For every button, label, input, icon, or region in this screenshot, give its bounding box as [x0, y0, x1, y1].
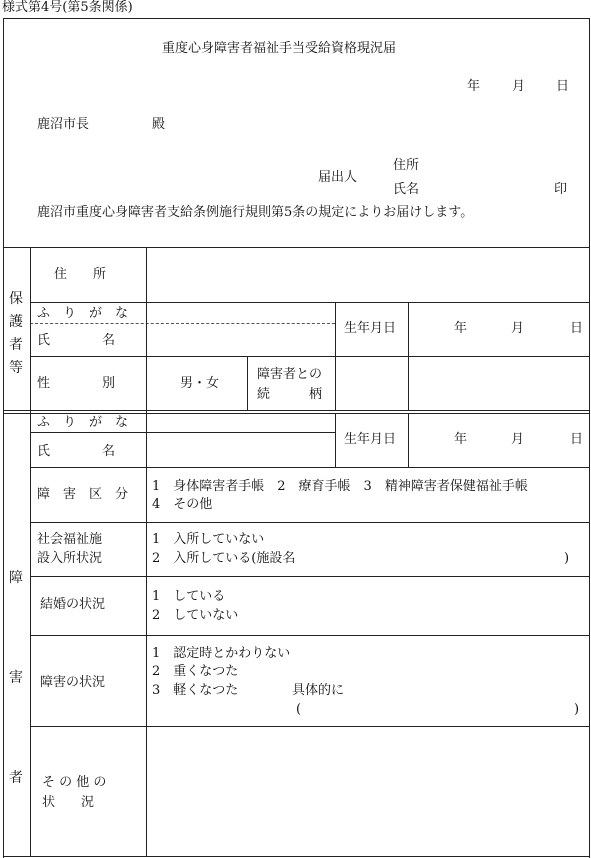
condition-line-2: 2 重くなつた [152, 664, 239, 679]
guardian-address-label: 住 所 [54, 267, 107, 282]
disabled-furigana-bottom [30, 432, 335, 433]
guardian-relation-label-1: 障害者との [257, 367, 323, 382]
marriage-line-2: 2 していない [152, 608, 239, 623]
facility-line-1: 1 入所していない [152, 532, 265, 547]
sex-relation-divider [247, 356, 248, 411]
guardian-birth-month: 月 [511, 321, 525, 336]
guardian-birth-left [335, 302, 336, 411]
condition-line-1: 1 認定時とかわりない [152, 646, 291, 661]
disabled-furigana-label: ふ り が な [37, 415, 129, 430]
section-divider-2 [3, 413, 590, 414]
form-title: 重度心身障害者福祉手当受給資格現況届 [162, 41, 397, 56]
marriage-line-1: 1 している [152, 589, 226, 604]
disabled-section-label [8, 528, 24, 828]
category-label: 障 害 区 分 [37, 487, 129, 502]
category-line-1: 1 身体障害者手帳 2 療育手帳 3 精神障害者保健福祉手帳 [152, 479, 528, 494]
category-bottom [30, 522, 590, 523]
addressee-honorific: 殿 [152, 117, 166, 132]
condition-bottom [30, 726, 590, 727]
disabled-birth-right [408, 413, 409, 468]
frame-top [3, 18, 590, 19]
date-month: 月 [512, 79, 526, 94]
disabled-name-label: 氏 名 [37, 444, 116, 459]
disabled-section-text: 障害者 [9, 570, 23, 786]
date-year: 年 [467, 79, 481, 94]
facility-label-1: 社会福祉施 [37, 532, 103, 547]
guardian-birth-day: 日 [570, 321, 584, 336]
marriage-label: 結婚の状況 [40, 597, 106, 612]
guardian-furigana-dash [30, 323, 335, 324]
condition-line-3: 3 軽くなつた [152, 683, 239, 698]
label-column-divider [146, 247, 147, 857]
condition-open-paren: ( [296, 702, 302, 717]
guardian-birth-label: 生年月日 [344, 321, 397, 336]
disabled-birth-year: 年 [454, 432, 468, 447]
applicant-address-label: 住所 [393, 158, 420, 173]
facility-bottom [30, 576, 590, 577]
disabled-birth-left [335, 413, 336, 468]
guardian-relation-label-2: 続 柄 [257, 387, 323, 402]
other-label-1: そ の 他 の [42, 775, 107, 790]
disabled-name-bottom [30, 467, 590, 468]
frame-right [589, 18, 590, 858]
guardian-name-label: 氏 名 [37, 333, 116, 348]
facility-close-paren: ) [564, 551, 570, 566]
guardian-sex-label: 性 別 [37, 376, 116, 391]
disabled-birth-day: 日 [570, 432, 584, 447]
section-divider-1 [3, 410, 590, 411]
guardian-birth-right [408, 302, 409, 411]
statement-text: 鹿沼市重度心身障害者支給条例施行規則第5条の規定によりお届けします。 [37, 205, 474, 220]
guardian-section-label [8, 288, 24, 380]
seal-mark: 印 [554, 182, 568, 197]
facility-line-2: 2 入所している(施設名 [152, 551, 296, 566]
guardian-sex-value: 男・女 [180, 376, 220, 391]
date-day: 日 [556, 79, 570, 94]
guardian-address-bottom [30, 302, 590, 303]
other-label-2: 状 況 [42, 795, 95, 810]
section-label-divider [30, 247, 31, 857]
disabled-birth-month: 月 [511, 432, 525, 447]
applicant-name-label: 氏名 [393, 182, 420, 197]
guardian-name-bottom [30, 356, 590, 357]
addressee-name: 鹿沼市長 [37, 117, 90, 132]
applicant-label: 届出人 [318, 170, 358, 185]
condition-specific-label: 具体的に [292, 683, 345, 698]
divider-top-block [3, 247, 590, 248]
guardian-section-text: 保護者等 [9, 291, 23, 376]
frame-bottom [3, 856, 590, 857]
form-number: 様式第4号(第5条関係) [2, 0, 133, 15]
condition-label: 障害の状況 [40, 675, 106, 690]
category-line-2: 4 その他 [152, 497, 213, 512]
disabled-birth-label: 生年月日 [344, 432, 397, 447]
marriage-bottom [30, 635, 590, 636]
condition-close-paren: ) [574, 702, 580, 717]
facility-label-2: 設入所状況 [37, 551, 103, 566]
frame-left [3, 18, 4, 858]
guardian-birth-year: 年 [454, 321, 468, 336]
guardian-furigana-label: ふ り が な [37, 306, 129, 321]
